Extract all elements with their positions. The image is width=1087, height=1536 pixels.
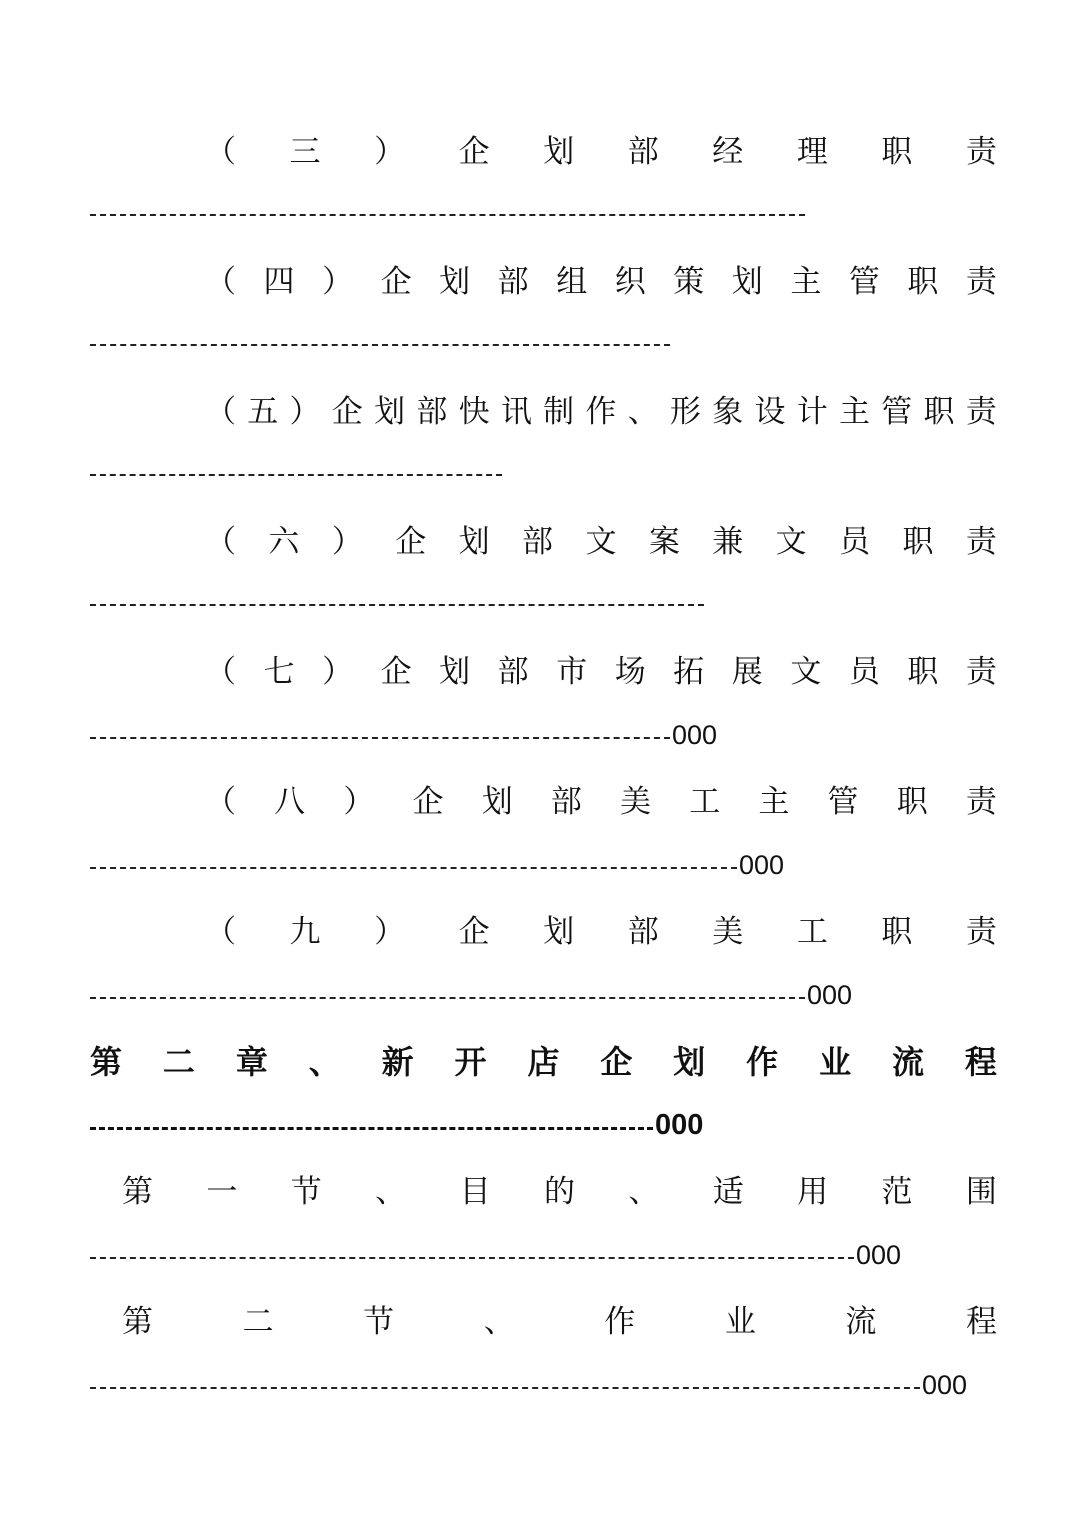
toc-page-number: 000	[856, 1240, 902, 1270]
toc-entry-title[interactable]: 第 二 节 、 作 业 流 程	[122, 1304, 997, 1340]
toc-page-number: 000	[655, 1109, 704, 1141]
dot-leader	[90, 1127, 653, 1130]
toc-leader	[90, 1368, 967, 1402]
toc-entry-title[interactable]: （ 九 ） 企 划 部 美 工 职 责	[205, 914, 997, 950]
toc-entry-title[interactable]: （ 三 ） 企 划 部 经 理 职 责	[205, 134, 997, 170]
toc-leader	[90, 585, 706, 619]
toc-entry-title[interactable]: （ 五 ） 企 划 部 快 讯 制 作 、 形 象 设 计 主 管 职 责	[205, 394, 997, 430]
dot-leader	[90, 737, 670, 739]
dot-leader	[90, 1257, 854, 1259]
toc-entry-title[interactable]: （ 八 ） 企 划 部 美 工 主 管 职 责	[205, 784, 997, 820]
toc-entry-title[interactable]: 第 一 节 、 目 的 、 适 用 范 围	[122, 1174, 997, 1210]
toc-leader	[90, 978, 852, 1012]
toc-page-number: 000	[739, 850, 785, 880]
toc-leader	[90, 455, 504, 489]
dot-leader	[90, 214, 805, 216]
toc-entry-title[interactable]: （ 六 ） 企 划 部 文 案 兼 文 员 职 责	[205, 524, 997, 560]
dot-leader	[90, 474, 502, 476]
dot-leader	[90, 344, 670, 346]
toc-leader	[90, 1238, 901, 1272]
toc-chapter-title[interactable]: 第 二 章 、 新 开 店 企 划 作 业 流 程	[90, 1043, 997, 1081]
toc-entry-title[interactable]: （ 七 ） 企 划 部 市 场 拓 展 文 员 职 责	[205, 654, 997, 690]
dot-leader	[90, 1387, 920, 1389]
toc-page-number: 000	[672, 720, 718, 750]
toc-leader	[90, 1108, 703, 1142]
toc-entry-title[interactable]: （ 四 ） 企 划 部 组 织 策 划 主 管 职 责	[205, 264, 997, 300]
dot-leader	[90, 997, 805, 999]
toc-page-number: 000	[807, 980, 853, 1010]
toc-leader	[90, 325, 672, 359]
toc-leader	[90, 195, 807, 229]
dot-leader	[90, 867, 737, 869]
dot-leader	[90, 604, 704, 606]
toc-page-number: 000	[922, 1370, 968, 1400]
toc-leader	[90, 718, 717, 752]
toc-leader	[90, 848, 784, 882]
